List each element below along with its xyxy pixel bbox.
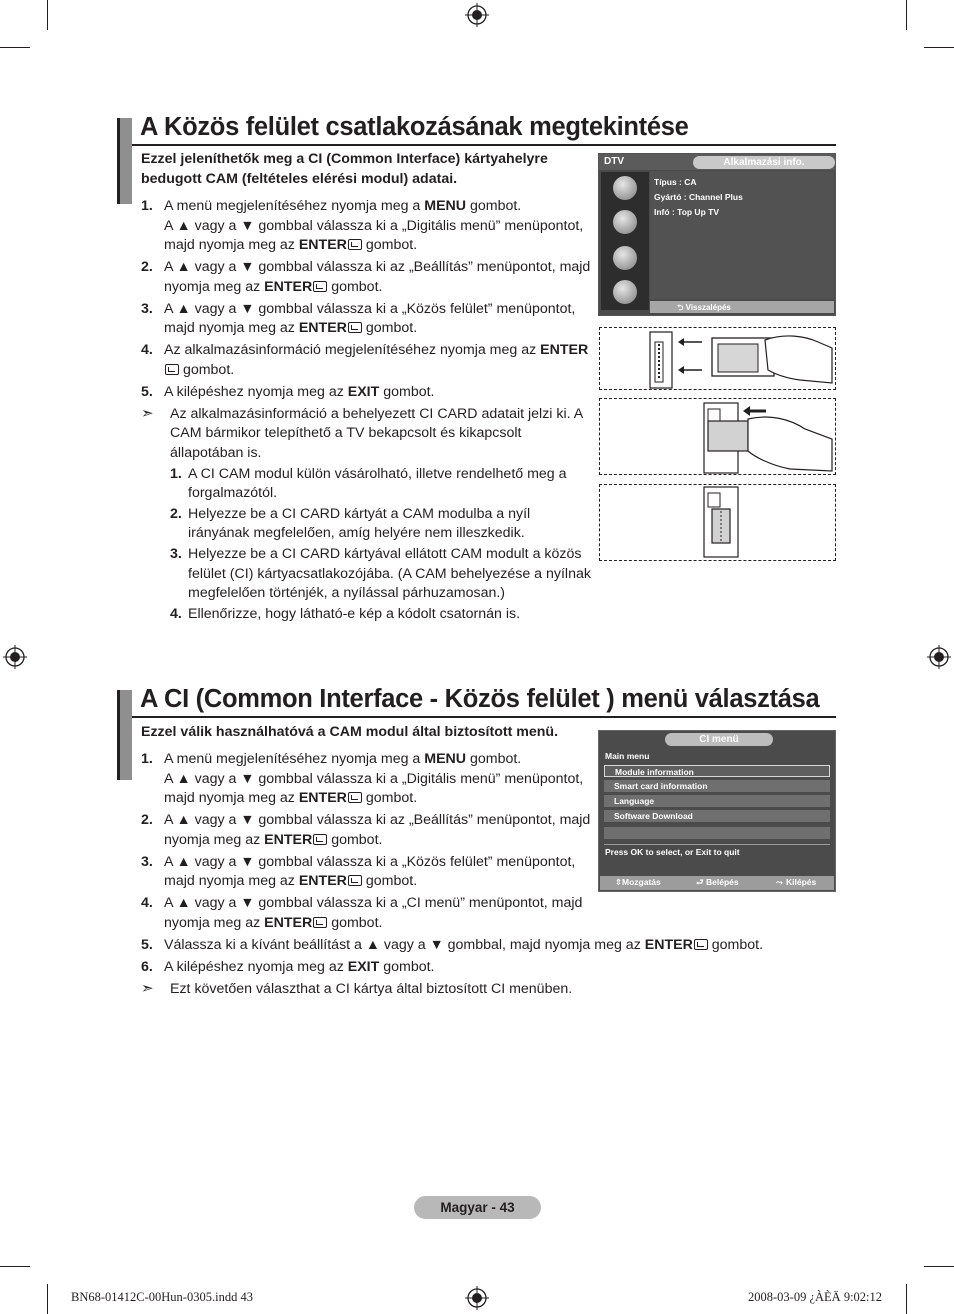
section-rule bbox=[132, 144, 836, 146]
enter-icon: ⮐ bbox=[696, 877, 704, 887]
crop-mark bbox=[924, 1266, 954, 1267]
menu-icon-column bbox=[601, 172, 649, 310]
info-line: Infó : Top Up TV bbox=[654, 207, 719, 217]
section-rule bbox=[132, 716, 836, 718]
press-ok-hint: Press OK to select, or Exit to quit bbox=[605, 847, 740, 857]
exit-label: Kilépés bbox=[786, 877, 817, 887]
enter-icon bbox=[348, 239, 362, 250]
enter-icon bbox=[313, 917, 327, 928]
section-bar bbox=[117, 118, 132, 204]
step-item: 2. A ▲ vagy a ▼ gombbal válassza ki az „Beállítás” menüpontot, majd nyomja meg az ENTER gombot. bbox=[141, 259, 591, 295]
sub-step: 2. Helyezze be a CI CARD kártyát a CAM modulba a nyíl irányának megfelelően, amíg helyére nem illeszkedik. bbox=[170, 505, 531, 542]
cam-slot-insert-image bbox=[600, 399, 835, 474]
cam-insert-illustration-2 bbox=[599, 398, 836, 475]
print-file-info: BN68-01412C-00Hun-0305.indd 43 bbox=[71, 1290, 253, 1304]
note-item: ➣ Ezt követően választhat a CI kártya által biztosított CI menüben. bbox=[141, 980, 831, 1000]
registration-mark-icon bbox=[465, 1286, 489, 1310]
main-menu-label: Main menu bbox=[605, 751, 650, 761]
step-item: 2. A ▲ vagy a ▼ gombbal válassza ki az „Beállítás” menüpontot, majd nyomja meg az ENTER gombot. bbox=[141, 812, 591, 848]
menu-item-module-information: Module information bbox=[604, 765, 830, 777]
cam-card-insert-image bbox=[600, 328, 835, 389]
divider bbox=[604, 844, 830, 845]
section-title: A Közös felület csatlakozásának megtekintése bbox=[140, 113, 689, 141]
sub-step: 4. Ellenőrizze, hogy látható-e kép a kódolt csatornán is. bbox=[170, 605, 521, 622]
crop-mark bbox=[924, 47, 954, 48]
step-item: 4. Az alkalmazásinformáció megjelenítéséhez nyomja meg az ENTER gombot. bbox=[141, 342, 589, 378]
crop-mark bbox=[47, 0, 48, 30]
dtv-label: DTV bbox=[604, 156, 624, 167]
screen-header-title: CI menü bbox=[665, 733, 773, 746]
crop-mark bbox=[0, 1266, 30, 1267]
back-label: ⮌ Visszalépés bbox=[677, 303, 731, 312]
step-item: 6. A kilépéshez nyomja meg az EXIT gombot. bbox=[141, 958, 435, 975]
step-item: 5. Válassza ki a kívánt beállítást a ▲ vagy a ▼ gombbal, majd nyomja meg az ENTER gombot. bbox=[141, 936, 764, 953]
step-item: 3. A ▲ vagy a ▼ gombbal válassza ki a „Közös felület” menüpontot, majd nyomja meg az ENTER gombot. bbox=[141, 300, 576, 337]
enter-icon bbox=[348, 875, 362, 886]
info-line: Típus : CA bbox=[654, 177, 697, 187]
move-icon: ⇕ bbox=[615, 877, 623, 887]
enter-icon bbox=[348, 322, 362, 333]
cam-insert-illustration-1 bbox=[599, 327, 836, 390]
crop-mark bbox=[906, 0, 907, 30]
screen-header-title: Alkalmazási info. bbox=[693, 156, 835, 169]
move-label: Mozgatás bbox=[622, 877, 661, 887]
satellite-icon bbox=[613, 176, 637, 200]
section-intro: Ezzel válik használhatóvá a CAM modul által biztosított menü. bbox=[141, 724, 559, 740]
steps-list bbox=[141, 197, 591, 624]
enter-icon bbox=[313, 281, 327, 292]
input-icon bbox=[613, 280, 637, 304]
sub-step: 1. A CI CAM modul külön vásárolható, illetve rendelhető meg a forgalmazótól. bbox=[170, 465, 567, 502]
info-line: Gyártó : Channel Plus bbox=[654, 192, 743, 202]
print-date-info: 2008-03-09 ¿ÀÈÄ 9:02:12 bbox=[748, 1290, 883, 1304]
crop-mark bbox=[906, 1284, 907, 1314]
screen-footer bbox=[600, 876, 834, 890]
screen-content-area bbox=[650, 171, 834, 299]
tv-ci-menu-screen bbox=[598, 730, 836, 892]
step-item: 5. A kilépéshez nyomja meg az EXIT gombot. bbox=[141, 383, 435, 400]
menu-item-language: Language bbox=[604, 795, 830, 807]
enter-icon bbox=[694, 939, 708, 950]
dish-icon bbox=[613, 210, 637, 234]
crop-mark bbox=[47, 1284, 48, 1314]
sub-step: 3. Helyezze be a CI CARD kártyával ellátott CAM modult a közös felület (CI) kártyacsatlakozójába. (A CAM behelyezése a nyílnak megfelelően történjék, a nyílással párhuzamosan.) bbox=[170, 546, 591, 602]
enter-icon bbox=[348, 792, 362, 803]
note-arrow-icon: ➣ bbox=[141, 404, 154, 422]
settings-gear-icon bbox=[613, 246, 637, 270]
registration-mark-icon bbox=[927, 645, 951, 669]
menu-item-empty bbox=[604, 827, 830, 839]
cam-inserted-illustration bbox=[599, 484, 836, 561]
note-item: ➣ Az alkalmazásinformáció a behelyezett CI CARD adatait jelzi ki. A CAM bármikor telepíthető a TV bekapcsolt és kikapcsolt állapotában is. 1. A CI CAM modul külön vásárolható, illetve rendelhető meg a forgalmazótól. 2. Helyezze be a CI CARD kártyát a CAM modulba a nyíl irányának megfelelően, amíg helyére nem illeszkedik. 3. Helyezze be a CI CARD kártyával ellátott CAM modult a közös felület (CI) kártyacsatlakozójába. (A CAM behelyezése a nyílnak megfelelően történjék, a nyílással párhuzamosan.) 4. Ellenőrizze, hogy látható-e kép a kódolt csatornán is. bbox=[141, 405, 591, 625]
cam-in-slot-image bbox=[600, 485, 835, 560]
tv-app-info-screen bbox=[598, 153, 836, 316]
registration-mark-icon bbox=[465, 3, 489, 27]
menu-item-software-download: Software Download bbox=[604, 810, 830, 822]
section-bar bbox=[117, 690, 132, 780]
step-item: 1. A menü megjelenítéséhez nyomja meg a MENU gombot. A ▲ vagy a ▼ gombbal válassza ki a „Digitális menü” menüpontot, majd nyomja meg az ENTER gombot. bbox=[141, 198, 584, 254]
exit-icon: ⤳ bbox=[776, 877, 783, 887]
section-intro: Ezzel jeleníthetők meg a CI (Common Interface) kártyahelyre bedugott CAM (feltételes elérési modul) adatai. bbox=[141, 151, 548, 187]
crop-mark bbox=[0, 47, 30, 48]
enter-icon bbox=[313, 834, 327, 845]
section-title: A CI (Common Interface - Közös felület ) menü választása bbox=[140, 685, 820, 713]
step-item: 3. A ▲ vagy a ▼ gombbal válassza ki a „Közös felület” menüpontot, majd nyomja meg az ENTER gombot. bbox=[141, 853, 576, 890]
back-text: Visszalépés bbox=[685, 303, 731, 312]
menu-item-smart-card-information: Smart card information bbox=[604, 780, 830, 792]
enter-icon bbox=[165, 364, 179, 375]
enter-label: Belépés bbox=[706, 877, 739, 887]
step-item: 4. A ▲ vagy a ▼ gombbal válassza ki a „CI menü” menüpontot, majd nyomja meg az ENTER gombot. bbox=[141, 895, 583, 931]
page-number-badge: Magyar - 43 bbox=[414, 1196, 541, 1219]
registration-mark-icon bbox=[3, 645, 27, 669]
step-item: 1. A menü megjelenítéséhez nyomja meg a MENU gombot. A ▲ vagy a ▼ gombbal válassza ki a „Digitális menü” menüpontot, majd nyomja meg az ENTER gombot. bbox=[141, 751, 584, 807]
note-arrow-icon: ➣ bbox=[141, 979, 154, 997]
